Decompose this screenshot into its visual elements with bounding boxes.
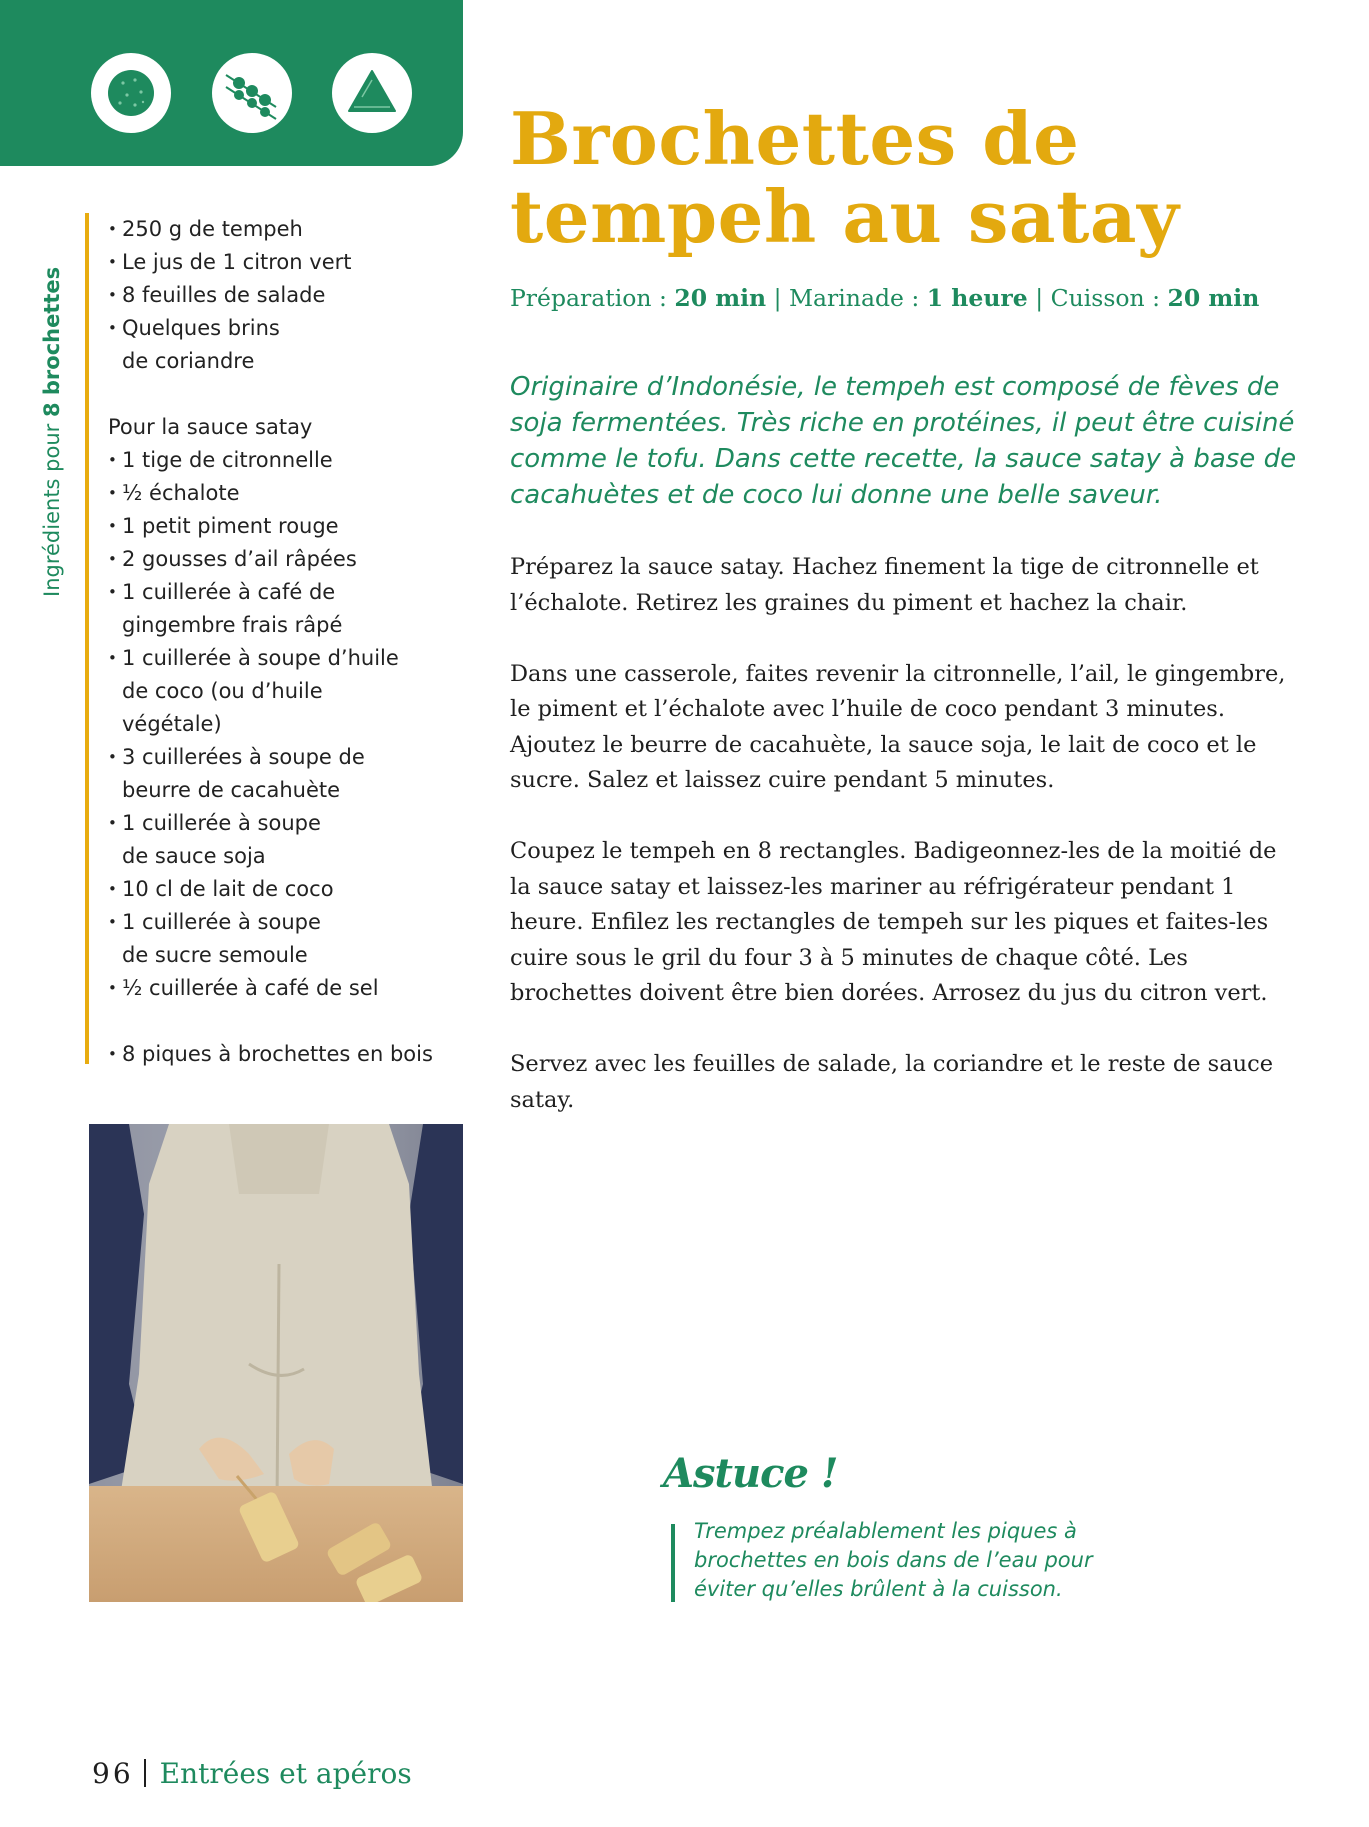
list-item: • 250 g de tempeh bbox=[108, 213, 468, 246]
recipe-steps bbox=[510, 550, 1300, 1154]
list-item: • 3 cuillerées à soupe de beurre de cacahuète bbox=[108, 741, 392, 807]
marinade-label: Marinade : bbox=[788, 284, 927, 312]
list-item: • ½ cuillerée à café de sel bbox=[108, 972, 468, 1005]
header-tab bbox=[0, 0, 463, 166]
tip-title: Astuce ! bbox=[663, 1450, 838, 1497]
title-line-1: Brochettes de bbox=[510, 96, 1080, 181]
recipe-photo bbox=[89, 1124, 463, 1602]
ingredients-label-prefix: Ingrédients pour bbox=[40, 417, 64, 597]
sauce-heading: Pour la sauce satay bbox=[108, 415, 313, 439]
ingredients-divider bbox=[85, 213, 89, 1064]
list-item: • Le jus de 1 citron vert bbox=[108, 246, 468, 279]
samosa-icon bbox=[332, 53, 412, 133]
list-item: • 1 cuillerée à soupe d’huile de coco (ou d’huile végétale) bbox=[108, 642, 412, 741]
tip-text: Trempez préalablement les piques à brochettes en bois dans de l’eau pour éviter qu’elles brûlent à la cuisson. bbox=[694, 1519, 1093, 1601]
tip-divider bbox=[671, 1524, 675, 1602]
list-item: • 8 piques à brochettes en bois bbox=[108, 1038, 468, 1071]
list-item: • ½ échalote bbox=[108, 477, 468, 510]
page-number: 96 bbox=[92, 1757, 134, 1790]
list-item: • Quelques brins de coriandre bbox=[108, 312, 292, 378]
title-line-2: tempeh au satay bbox=[510, 174, 1180, 259]
flatbread-icon bbox=[91, 53, 171, 133]
page-footer bbox=[92, 1757, 412, 1790]
recipe-intro: Originaire d’Indonésie, le tempeh est composé de fèves de soja fermentées. Très riche en protéines, il peut être cuisiné comme le tofu. Dans cette recette, la sauce satay à base de cacahuètes et de coco lui donne une belle saveur. bbox=[510, 372, 1297, 510]
list-item: • 1 cuillerée à café de gingembre frais râpé bbox=[108, 576, 382, 642]
list-item: • 10 cl de lait de coco bbox=[108, 873, 468, 906]
step-paragraph: Dans une casserole, faites revenir la citronnelle, l’ail, le gingembre, le piment et l’échalote avec l’huile de coco pendant 3 minutes. Ajoutez le beurre de cacahuète, la sauce soja, le lait de coco et le sucre. Salez et laissez cuire pendant 5 minutes. bbox=[510, 660, 1286, 793]
ingredients-list bbox=[108, 213, 468, 1071]
list-item: • 1 petit piment rouge bbox=[108, 510, 468, 543]
footer-separator bbox=[144, 1759, 146, 1787]
times-separator: | bbox=[1027, 284, 1051, 312]
cook-label: Cuisson : bbox=[1050, 284, 1168, 312]
prep-label: Préparation : bbox=[510, 284, 675, 312]
skewers-icon bbox=[212, 53, 292, 133]
prep-value: 20 min bbox=[674, 284, 767, 312]
cook-value: 20 min bbox=[1167, 284, 1260, 312]
list-item: • 1 cuillerée à soupe de sucre semoule bbox=[108, 906, 352, 972]
times-separator: | bbox=[766, 284, 789, 312]
list-item: • 1 cuillerée à soupe de sauce soja bbox=[108, 807, 352, 873]
marinade-value: 1 heure bbox=[926, 284, 1028, 312]
page-title bbox=[510, 96, 1330, 259]
section-name: Entrées et apéros bbox=[159, 1757, 412, 1790]
ingredients-label-count: 8 brochettes bbox=[40, 266, 64, 418]
list-item: • 8 feuilles de salade bbox=[108, 279, 468, 312]
list-item: • 2 gousses d’ail râpées bbox=[108, 543, 468, 576]
ingredients-label bbox=[40, 207, 64, 597]
recipe-times bbox=[510, 284, 1330, 312]
step-paragraph: Coupez le tempeh en 8 rectangles. Badigeonnez-les de la moitié de la sauce satay et laissez-les mariner au réfrigérateur pendant 1 heure. Enfilez les rectangles de tempeh sur les piques et faites-les cuire sous le gril du four 3 à 5 minutes de chaque côté. Les brochettes doivent être bien dorées. Arrosez du jus du citron vert. bbox=[510, 838, 1277, 1006]
step-paragraph: Préparez la sauce satay. Hachez finement la tige de citronnelle et l’échalote. Retirez les graines du piment et hachez la chair. bbox=[510, 554, 1259, 616]
step-paragraph: Servez avec les feuilles de salade, la coriandre et le reste de sauce satay. bbox=[510, 1051, 1274, 1113]
list-item: • 1 tige de citronnelle bbox=[108, 444, 468, 477]
